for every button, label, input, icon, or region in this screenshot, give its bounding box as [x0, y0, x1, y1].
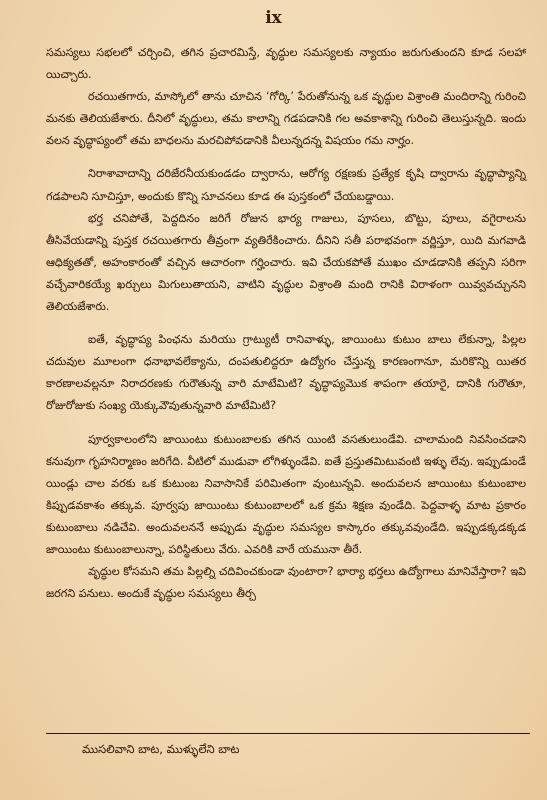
paragraph: నిరాశావాదాన్ని దరిజేరనీయకుండడం ద్వారాను, ఆరోగ్య రక్షణకు ప్రత్యేక కృషి ద్వారాను వృద్ధాప్యాన్ని గడపాలని సూచిస్తూ, అందుకు కొన్ని సూచనలు కూడ ఈ పుస్తకంలో చేయబడ్డాయి.	[46, 167, 526, 203]
paragraph: సమస్యలు సభలలో చర్చించి, తగిన ప్రచారమిస్తే, వృద్ధుల సమస్యలకు న్యాయం జరుగుతుందని కూడ సలహా యిచ్చారు.	[46, 46, 526, 82]
paragraph: వృద్ధుల కోసమని తమ పిల్లల్ని చదివించకుండా వుంటారా? భార్యా భర్తలు ఉద్యోగాలు మానివేస్తారా? ఇవి జరగని పనులు. అందుకే వృద్ధుల సమస్యలు తీర్చ	[46, 565, 526, 601]
paragraph: పూర్వకాలంలోని జాయింటు కుటుంబాలకు తగిన యింటి వసతులుండేవి. చాలామంది నివసించడాని కనువుగా గృహనిర్మాణం జరిగేది. వీటిలో ముడువా లోగిళ్ళుండేవి. ఐతే ప్రస్తుతమిటువంటి ఇళ్ళు లేవు. ఇప్పుడుండే యిండ్లు చాల వరకు ఒక కుటుంబ నివాసానికే పరిమితంగా వుంటున్నవి. అందువలన జాయింటు కుటుంబాల కిప్పుడవకాశం తక్కువ. పూర్వపు జాయింటు కుటుంబాలలో ఒక క్రమ శిక్షణ వుండేది. పెద్దవాళ్ళ మాట ప్రకారం కుటుంబాలు నడిచేవి. అందువలననే అప్పుడు వృద్ధుల సమస్యల కాస్కారం తక్కువవుండేది. ఇప్పుడక్కడక్కడ జాయింటు కుటుంబాలున్నా, పరిస్థితులు వేరు. ఎవరికి వారే యమునా తీరే.	[46, 432, 526, 556]
body-text	[46, 42, 526, 605]
paragraph: ఐతే, వృద్ధాప్య పింఛను మరియు గ్రాట్యుటీ రానివాళ్ళు, జాయింటు కుటుం బాలు లేకున్నా, పిల్లల చదువుల మూలంగా ధనాభావలేక్యాను, దంపతులిద్దరూ ఉద్యోగం చేస్తున్న కారణంగానూ, మరికొన్ని యితర కారణాలవల్లనూ నిరాదరణకు గురౌతున్న వారి మాటేమిటి? వృద్ధాప్యమొక శాపంగా తయారై, దానికి గురౌతూ, రోజురోజుకు సంఖ్య యెక్కువౌవుతున్నవారి మాటేమిటి?	[46, 333, 526, 413]
footer-rule	[46, 733, 530, 734]
page-number: ix	[265, 8, 282, 28]
running-footer: ముసలివాని బాట, ముళ్ళులేని బాట	[82, 742, 240, 756]
paragraph: రచయితగారు, మాస్కోలో తాను చూచిన ‘గోర్కి’ పేరుతోనున్న ఒక వృద్ధుల విశ్రాంతి మందిరాన్ని గురించి మనకు తెలియజేశారు. దీనిలో వృద్ధులు, తమ కాలాన్ని గడపడానికి గల అవకాశాన్ని గురించి తెలుస్తున్నది. ఇందు వలన వృద్ధాప్యంలో తమ బాధలను మరచిపోవడానికి వీలున్నదన్న విషయం గమ నార్హం.	[46, 90, 526, 148]
paragraph: భర్త చనిపోతే, పెద్దదినం జరిగే రోజున భార్య గాజులు, పూసలు, బొట్టు, పూలు, వగైరాలను తీసివేయడాన్ని పుస్తక రచయితగారు తీవ్రంగా వ్యతిరేకించారు. దీనిని సతీ పరాభవంగా వర్ణిస్తూ, యిది మగవాడి ఆధిక్యతతో, అహంకారంతో వచ్చిన ఆచారంగా గర్హించారు. ఇవి చేయకపోతే ముఖం చూడడానికి తప్పని సరిగా వచ్చేవారికయ్యే ఖర్చులు మిగులుతాయని, వాటిని వృద్ధుల విశ్రాంతి మంది రానికి విరాళంగా యివ్వవచ్చునని తెలియజేశారు.	[46, 211, 526, 314]
